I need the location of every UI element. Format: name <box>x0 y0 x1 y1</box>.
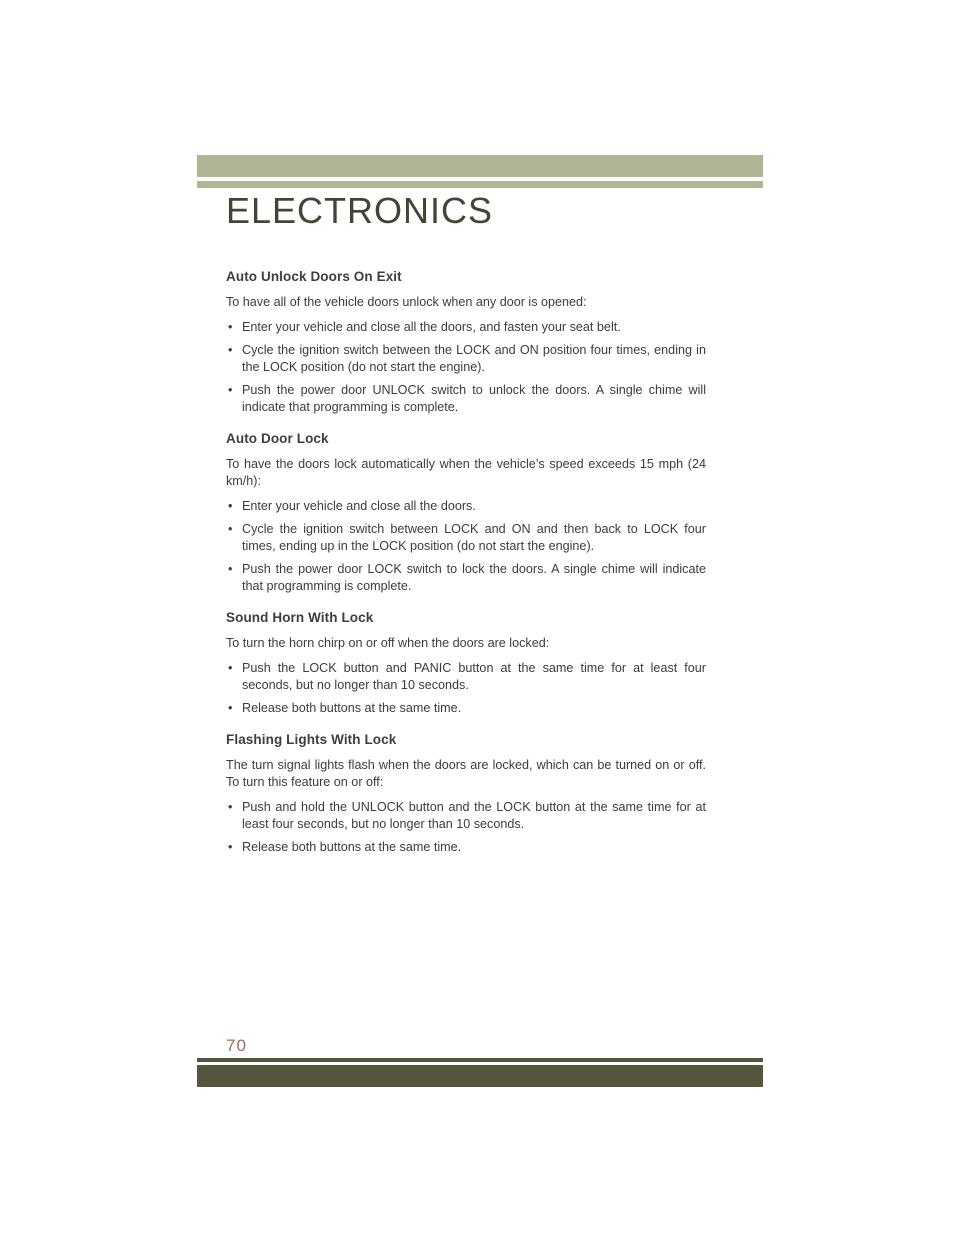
list-item: • Push the power door UNLOCK switch to unlock the doors. A single chime will indicate that programming is complete. <box>226 382 706 416</box>
list-item: • Enter your vehicle and close all the doors, and fasten your seat belt. <box>226 319 706 336</box>
list-item: • Release both buttons at the same time. <box>226 700 706 717</box>
section-intro: The turn signal lights flash when the doors are locked, which can be turned on or off. To turn this feature on or off: <box>226 758 706 789</box>
section-intro: To have the doors lock automatically when the vehicle’s speed exceeds 15 mph (24 km/h): <box>226 457 706 488</box>
list-item: • Push the power door LOCK switch to lock the doors. A single chime will indicate that programming is complete. <box>226 561 706 595</box>
section-heading: Auto Door Lock <box>226 431 329 446</box>
section-auto-unlock <box>226 268 706 416</box>
bullet-list <box>226 498 706 595</box>
footer-rule <box>197 1058 763 1062</box>
bullet-list <box>226 660 706 717</box>
section-heading: Auto Unlock Doors On Exit <box>226 269 402 284</box>
bullet-list <box>226 799 706 856</box>
list-item: • Cycle the ignition switch between the LOCK and ON position four times, ending in the LOCK position (do not start the engine). <box>226 342 706 376</box>
section-auto-door-lock <box>226 430 706 595</box>
section-intro: To have all of the vehicle doors unlock when any door is opened: <box>226 295 587 309</box>
page-number: 70 <box>226 1036 247 1055</box>
section-title: ELECTRONICS <box>226 190 494 231</box>
bullet-list <box>226 319 706 416</box>
list-item: • Cycle the ignition switch between LOCK and ON and then back to LOCK four times, ending up in the LOCK position (do not start the engine). <box>226 521 706 555</box>
section-flashing-lights <box>226 731 706 856</box>
list-item: • Enter your vehicle and close all the doors. <box>226 498 706 515</box>
section-intro: To turn the horn chirp on or off when the doors are locked: <box>226 636 550 650</box>
footer-bar <box>197 1065 763 1087</box>
page-content <box>226 268 706 864</box>
list-item: • Push the LOCK button and PANIC button at the same time for at least four seconds, but no longer than 10 seconds. <box>226 660 706 694</box>
list-item: • Push and hold the UNLOCK button and the LOCK button at the same time for at least four seconds, but no longer than 10 seconds. <box>226 799 706 833</box>
header-rule <box>197 181 763 188</box>
section-sound-horn <box>226 609 706 717</box>
header-bar <box>197 155 763 177</box>
section-heading: Sound Horn With Lock <box>226 610 374 625</box>
section-heading: Flashing Lights With Lock <box>226 732 397 747</box>
list-item: • Release both buttons at the same time. <box>226 839 706 856</box>
